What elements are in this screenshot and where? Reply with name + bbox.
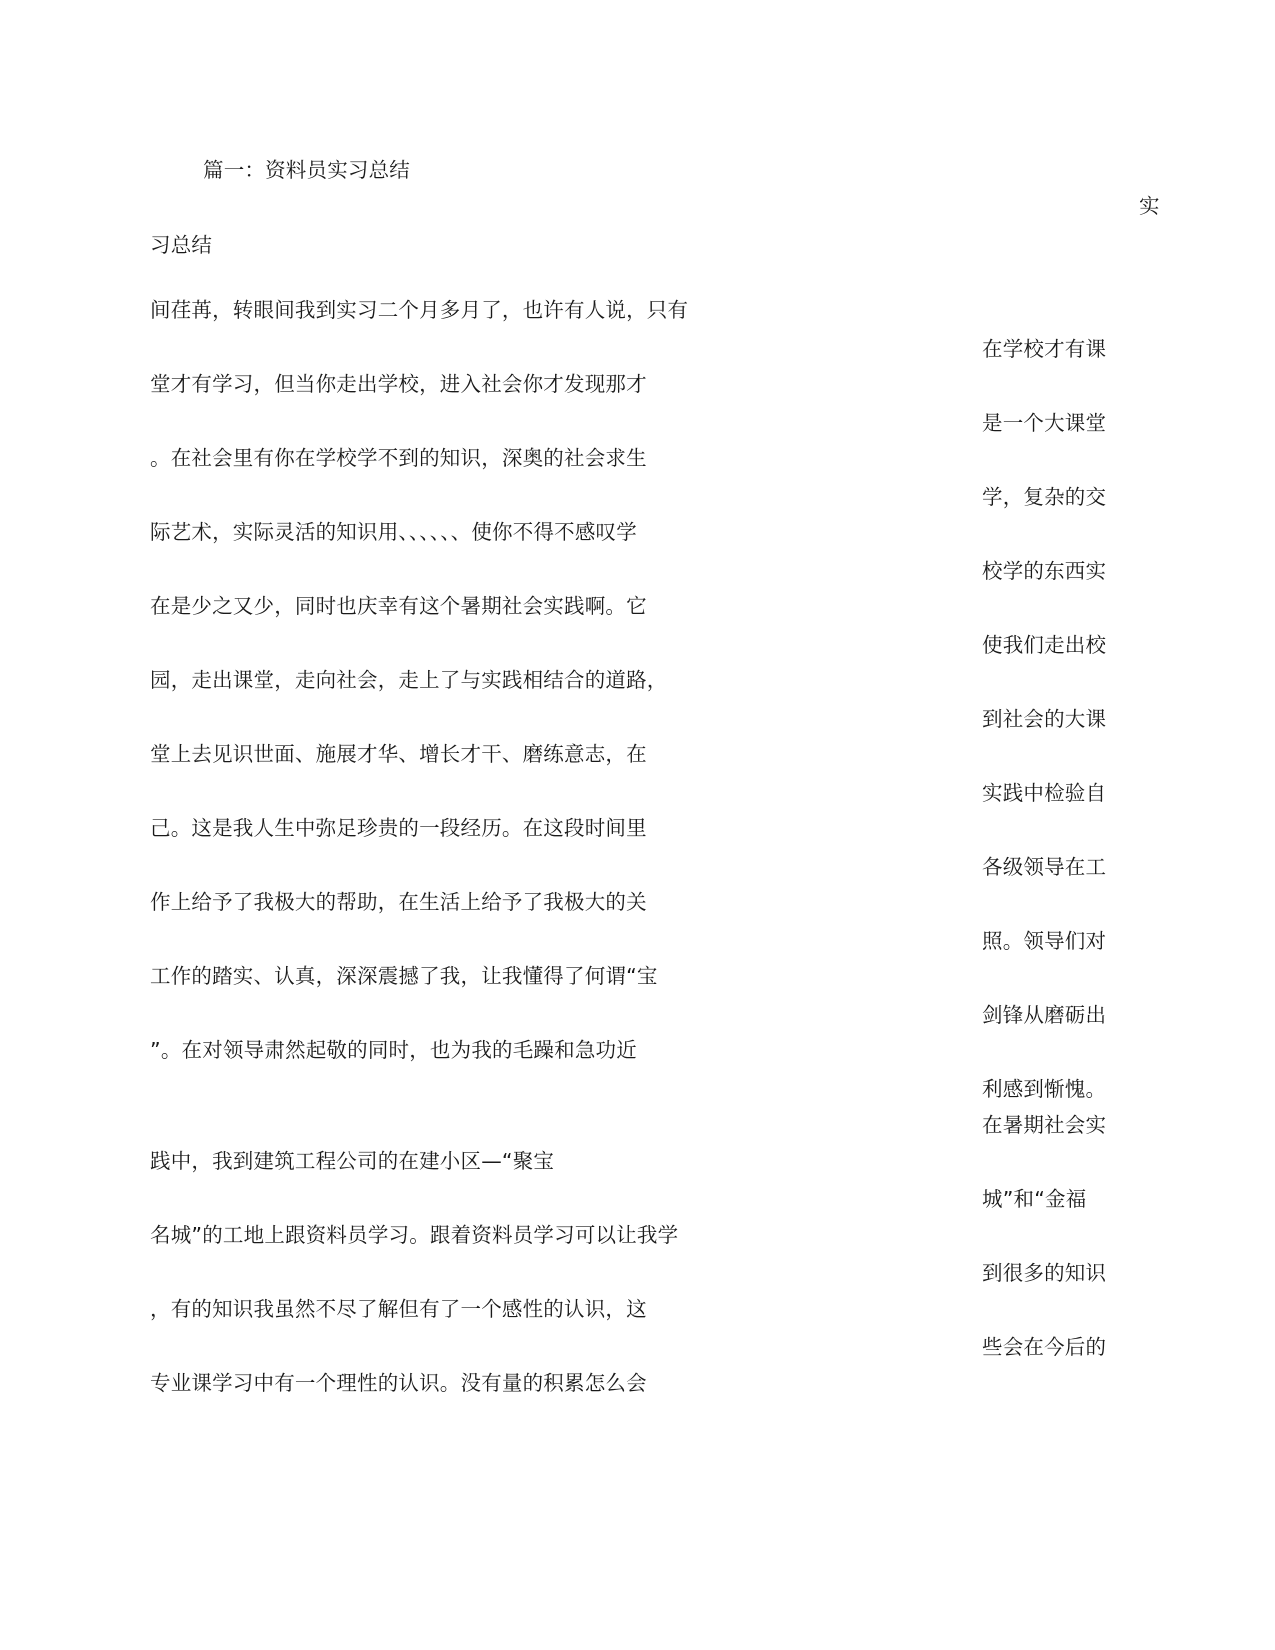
main-line: 。在社会里有你在学校学不到的知识，深奥的社会求生 — [150, 446, 647, 470]
main-line: 间荏苒，转眼间我到实习二个月多月了，也许有人说，只有 — [150, 298, 689, 322]
main-line: 际艺术，实际灵活的知识用、、、、、、使你不得不感叹学 — [150, 520, 637, 544]
main-line: ”。在对领导肃然起敬的同时，也为我的毛躁和急功近 — [150, 1038, 637, 1062]
main-line: 工作的踏实、认真，深深震撼了我，让我懂得了何谓“宝 — [150, 964, 658, 988]
main-line: 堂上去见识世面、施展才华、增长才干、磨练意志，在 — [150, 742, 647, 766]
main-line: 园，走出课堂，走向社会，走上了与实践相结合的道路， — [150, 668, 668, 692]
title-continued: 习总结 — [150, 233, 213, 257]
side-line: 些会在今后的 — [982, 1335, 1107, 1359]
title-tail-char: 实 — [1139, 194, 1160, 218]
main-line: 践中，我到建筑工程公司的在建小区—“聚宝 — [150, 1149, 555, 1173]
side-line: 到社会的大课 — [982, 707, 1107, 731]
side-line: 校学的东西实 — [982, 559, 1107, 583]
document-title: 篇一：资料员实习总结 — [203, 158, 410, 182]
main-line: ，有的知识我虽然不尽了解但有了一个感性的认识，这 — [150, 1297, 647, 1321]
side-line: 在暑期社会实 — [982, 1113, 1107, 1137]
side-line: 剑锋从磨砺出 — [982, 1003, 1107, 1027]
side-line: 照。领导们对 — [982, 929, 1107, 953]
main-line: 作上给予了我极大的帮助，在生活上给予了我极大的关 — [150, 890, 647, 914]
side-line: 在学校才有课 — [982, 337, 1107, 361]
side-line: 实践中检验自 — [982, 781, 1107, 805]
main-line: 堂才有学习，但当你走出学校，进入社会你才发现那才 — [150, 372, 647, 396]
main-line: 在是少之又少，同时也庆幸有这个暑期社会实践啊。它 — [150, 594, 647, 618]
side-line: 使我们走出校 — [982, 633, 1107, 657]
side-line: 学，复杂的交 — [982, 485, 1107, 509]
main-line: 专业课学习中有一个理性的认识。没有量的积累怎么会 — [150, 1371, 647, 1395]
main-line: 名城”的工地上跟资料员学习。跟着资料员学习可以让我学 — [150, 1223, 679, 1247]
side-line: 利感到惭愧。 — [982, 1077, 1107, 1101]
side-line: 到很多的知识 — [982, 1261, 1107, 1285]
side-line: 是一个大课堂 — [982, 411, 1107, 435]
main-line: 己。这是我人生中弥足珍贵的一段经历。在这段时间里 — [150, 816, 647, 840]
side-line: 城”和“金福 — [982, 1187, 1087, 1211]
side-line: 各级领导在工 — [982, 855, 1107, 879]
